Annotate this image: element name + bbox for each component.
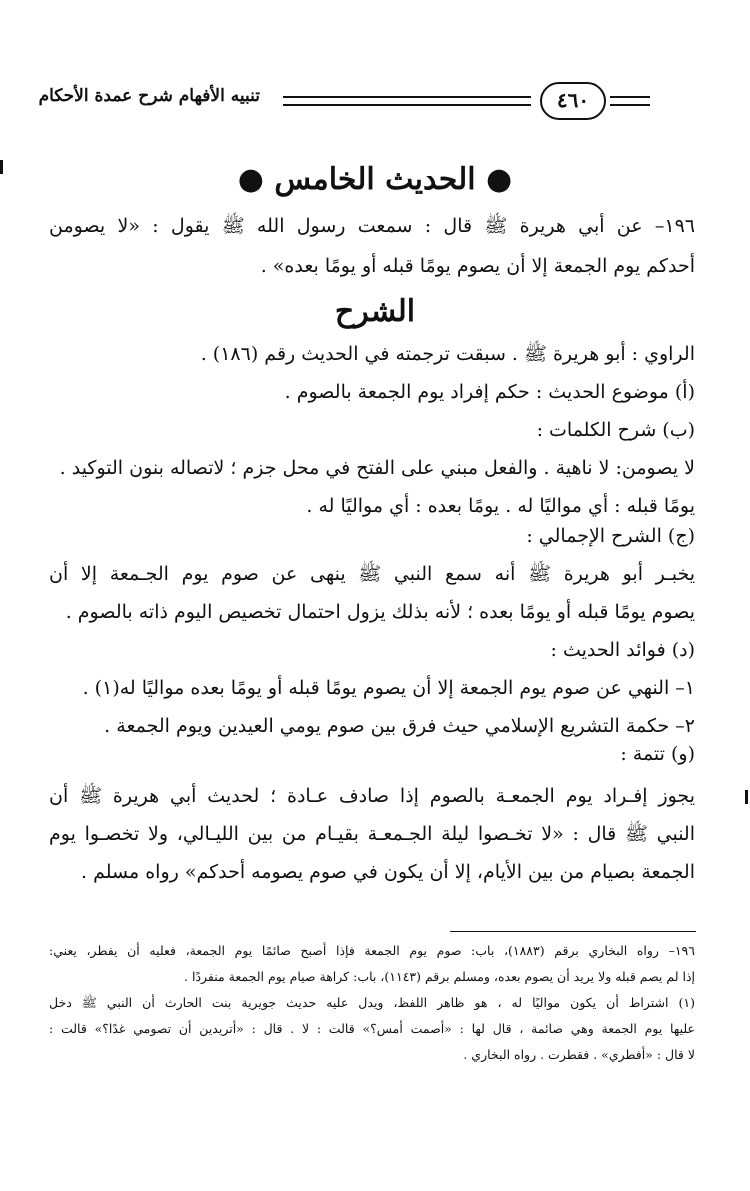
summary-line: يخبـر أبو هريرة ﷺ أنه سمع النبي ﷺ ينهى عن صوم يوم الجـمعة إلا أن	[49, 563, 695, 585]
topic-line: (أ) موضوع الحديث : حكم إفراد يوم الجمعة بالصوم .	[284, 381, 695, 403]
supplement-heading: (و) تتمة :	[620, 743, 695, 765]
footnote-line: لا قال : «أفطري» . فقطرت . رواه البخاري .	[463, 1047, 695, 1062]
benefit-item: ١– النهي عن صوم يوم الجمعة إلا أن يصوم يومًا قبله أو يومًا بعده مواليًا له(١) .	[82, 677, 695, 699]
footnote-line: إذا لم يصم قبله ولا يريد أن يصوم بعده، ومسلم برقم (١١٤٣)، باب: كراهة صيام يوم الجمعة منفردًا .	[184, 969, 695, 984]
narrator-line: الراوي : أبو هريرة ﷺ . سبقت ترجمته في الحديث رقم (١٨٦) .	[200, 343, 695, 365]
summary-line: يصوم يومًا قبله أو يومًا بعده ؛ لأنه بذلك يزول احتمال تخصيص اليوم ذاته بالصوم .	[65, 601, 695, 623]
summary-heading: (ج) الشرح الإجمالي :	[526, 525, 695, 547]
sharh-heading: الشرح	[334, 294, 416, 329]
header-rule-right	[610, 96, 650, 106]
header-rule	[283, 96, 531, 106]
definition-line: لا يصومن: لا ناهية . والفعل مبني على الفتح في محل جزم ؛ لاتصاله بنون التوكيد .	[59, 457, 695, 479]
footnote-separator	[450, 931, 696, 932]
hadith-text-line: أحدكم يوم الجمعة إلا أن يصوم يومًا قبله أو يومًا بعده» .	[260, 255, 695, 277]
supplement-line: النبي ﷺ قال : «لا تخـصوا ليلة الجـمعـة بقيـام من بين الليـالي، ولا تخصـوا يوم	[49, 823, 695, 845]
words-heading: (ب) شرح الكلمات :	[536, 419, 695, 441]
supplement-line: يجوز إفـراد يوم الجمعـة بالصوم إذا صادف عـادة ؛ لحديث أبي هريرة ﷺ أن	[49, 785, 695, 807]
benefits-heading: (د) فوائد الحديث :	[550, 639, 695, 661]
supplement-line: الجمعة بصيام من بين الأيام، إلا أن يكون في صوم يصومه أحدكم» رواه مسلم .	[81, 861, 695, 883]
footnote-line: (١) اشتراط أن يكون مواليًا له ، هو ظاهر اللفظ، ويدل عليه حديث جويرية بنت الحارث أن النبي ﷺ دخل	[49, 995, 695, 1010]
page-number-badge: ٤٦٠	[540, 82, 606, 120]
definition-line: يومًا قبله : أي مواليًا له . يومًا بعده : أي مواليًا له .	[306, 495, 695, 517]
margin-mark-right	[745, 790, 748, 804]
benefit-item: ٢– حكمة التشريع الإسلامي حيث فرق بين صوم يومي العيدين ويوم الجمعة .	[104, 715, 695, 737]
hadith-heading: ● الحديث الخامس ●	[237, 162, 513, 197]
running-header-title: تنبيه الأفهام شرح عمدة الأحكام	[38, 86, 260, 106]
hadith-text-line: ١٩٦– عن أبي هريرة ﷺ قال : سمعت رسول الله ﷺ يقول : «لا يصومن	[49, 215, 695, 237]
footnote-line: عليها يوم الجمعة وهي صائمة ، قال لها : «أصمت أمس؟» قالت : لا . قال : «أتريدين أن تصومي غدًا؟» قالت :	[49, 1021, 695, 1036]
footnote-line: ١٩٦– رواه البخاري برقم (١٨٨٣)، باب: صوم يوم الجمعة فإذا أصبح صائمًا يوم الجمعة، فعليه أن يفطر، يعني:	[49, 943, 695, 958]
